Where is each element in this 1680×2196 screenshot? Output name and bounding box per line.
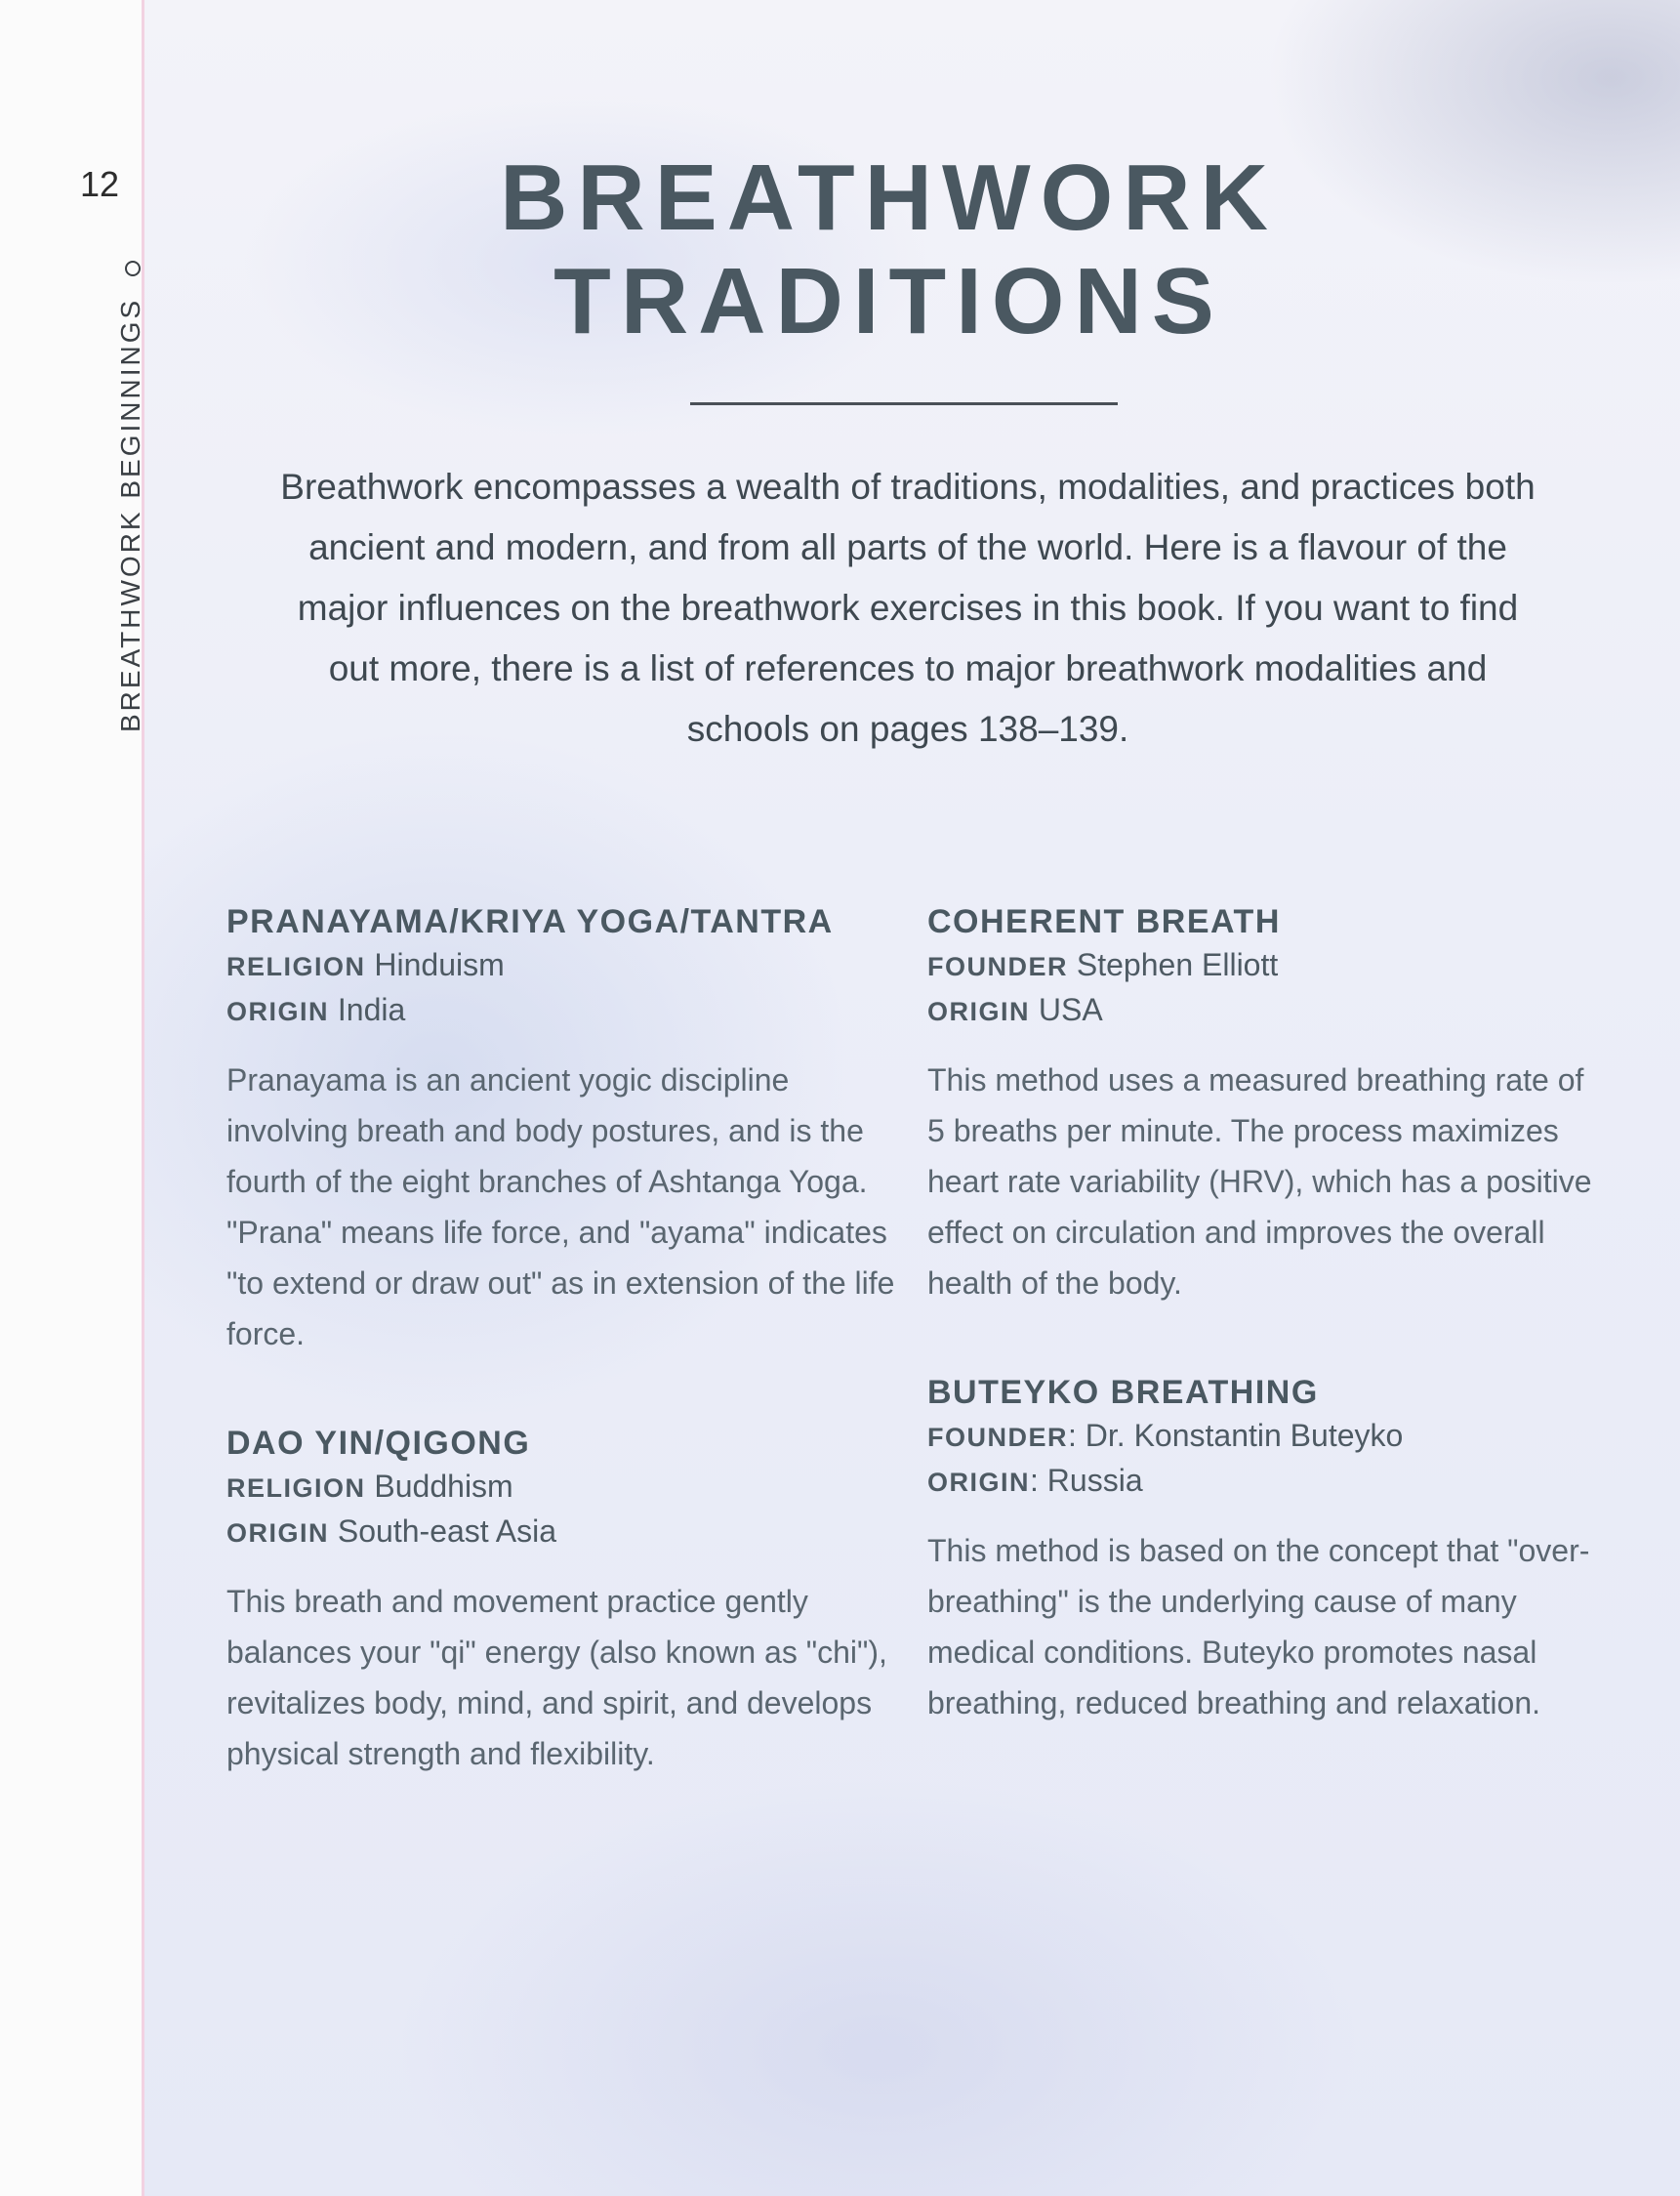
meta-value: India — [329, 992, 406, 1027]
meta-value: : Russia — [1030, 1463, 1143, 1498]
entry-body: This method uses a measured breathing rate of 5 breaths per minute. The process maximizes heart rate variability (HRV), which has a positive effect on circulation and improves the overall health of the body. — [927, 1062, 1592, 1301]
meta-value: USA — [1030, 992, 1103, 1027]
meta-value: South-east Asia — [329, 1513, 557, 1549]
entry-heading: DAO YIN/QIGONG — [226, 1425, 531, 1462]
meta-label: ORIGIN — [927, 997, 1031, 1026]
entry-meta — [927, 943, 1601, 988]
meta-value: : Dr. Konstantin Buteyko — [1068, 1418, 1404, 1453]
tradition-entry — [927, 900, 1601, 1308]
entry-meta — [226, 1510, 900, 1554]
entry-meta — [927, 1459, 1601, 1504]
entry-meta — [226, 943, 900, 988]
page-title — [0, 146, 1680, 353]
tradition-entry — [226, 900, 900, 1359]
running-header-text: BREATHWORK BEGINNINGS — [115, 297, 145, 732]
left-column — [226, 900, 900, 1842]
entry-heading: BUTEYKO BREATHING — [927, 1374, 1319, 1411]
page-number: 12 — [80, 164, 120, 204]
entry-body: This method is based on the concept that "over-breathing" is the underlying cause of many medical conditions. Buteyko promotes nasal breathing, reduced breathing and relaxation. — [927, 1533, 1590, 1720]
meta-label: RELIGION — [226, 952, 366, 981]
tradition-entry — [226, 1422, 900, 1779]
intro-paragraph: Breathwork encompasses a wealth of traditions, modalities, and practices both ancient and modern, and from all parts of the world. Here is a flavour of the major influences on the breathwork exercises in this book. If you want to find out more, there is a list of references to major breathwork modalities and schools on pages 138–139. — [280, 467, 1536, 749]
tradition-entry — [927, 1371, 1601, 1728]
meta-value: Stephen Elliott — [1068, 947, 1279, 982]
meta-label: ORIGIN — [927, 1468, 1031, 1497]
entry-meta — [226, 1465, 900, 1510]
entry-heading: PRANAYAMA/KRIYA YOGA/TANTRA — [226, 903, 834, 940]
meta-label: FOUNDER — [927, 1423, 1068, 1452]
meta-label: ORIGIN — [226, 997, 330, 1026]
entry-heading: COHERENT BREATH — [927, 903, 1281, 940]
entry-body: Pranayama is an ancient yogic discipline involving breath and body postures, and is the fourth of the eight branches of Ashtanga Yoga. "Prana" means life force, and "ayama" indicates "to extend or draw out" as in extension of the life force. — [226, 1062, 895, 1351]
meta-label: FOUNDER — [927, 952, 1068, 981]
title-rule — [690, 402, 1118, 405]
title-line-1: BREATHWORK — [500, 145, 1278, 250]
entry-body: This breath and movement practice gently balances your "qi" energy (also known as "chi"), revitalizes body, mind, and spirit, and develops physical strength and flexibility. — [226, 1584, 887, 1771]
right-column — [927, 900, 1601, 1791]
meta-label: ORIGIN — [226, 1518, 330, 1548]
entry-meta — [927, 988, 1601, 1033]
entry-meta — [226, 988, 900, 1033]
meta-label: RELIGION — [226, 1473, 366, 1503]
meta-value: Buddhism — [365, 1469, 513, 1504]
entry-meta — [927, 1414, 1601, 1459]
title-line-2: TRADITIONS — [553, 249, 1224, 353]
meta-value: Hinduism — [365, 947, 505, 982]
